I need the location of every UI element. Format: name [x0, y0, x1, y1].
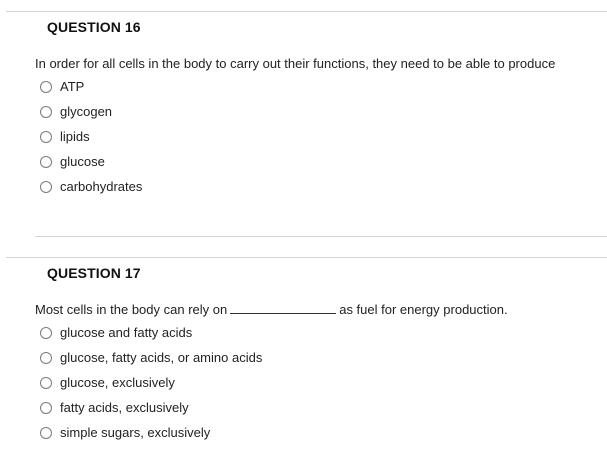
radio-button[interactable] — [40, 377, 52, 389]
option-label: lipids — [60, 129, 90, 144]
question-17-option[interactable] — [40, 395, 262, 420]
radio-button[interactable] — [40, 427, 52, 439]
question-16-title: QUESTION 16 — [47, 19, 141, 35]
question-17-option[interactable] — [40, 420, 262, 445]
question-16-top-divider — [6, 11, 607, 12]
question-17-options — [40, 320, 262, 445]
question-17-title: QUESTION 17 — [47, 265, 141, 281]
question-17-text-after: as fuel for energy production. — [339, 302, 508, 317]
option-label: glucose, exclusively — [60, 375, 175, 390]
option-label: glycogen — [60, 104, 113, 119]
radio-button[interactable] — [40, 402, 52, 414]
question-16-option[interactable] — [40, 74, 142, 99]
question-16-bottom-separator — [35, 236, 607, 237]
option-label: simple sugars, exclusively — [60, 425, 211, 440]
question-16-options — [40, 74, 142, 199]
radio-button[interactable] — [40, 181, 52, 193]
question-17-option[interactable] — [40, 320, 262, 345]
radio-button[interactable] — [40, 327, 52, 339]
question-17-top-divider — [6, 257, 607, 258]
option-label: glucose, fatty acids, or amino acids — [60, 350, 263, 365]
option-label: ATP — [60, 79, 85, 94]
radio-button[interactable] — [40, 131, 52, 143]
question-17-text-before: Most cells in the body can rely on — [35, 302, 228, 317]
question-16-option[interactable] — [40, 124, 142, 149]
question-16-text: In order for all cells in the body to carry out their functions, they need to be able to produce — [35, 56, 556, 71]
question-16-option[interactable] — [40, 174, 142, 199]
radio-button[interactable] — [40, 156, 52, 168]
option-label: glucose and fatty acids — [60, 325, 193, 340]
question-17-text — [35, 302, 508, 317]
question-16-option[interactable] — [40, 149, 142, 174]
radio-button[interactable] — [40, 81, 52, 93]
option-label: carbohydrates — [60, 179, 143, 194]
fill-in-blank — [230, 302, 336, 314]
radio-button[interactable] — [40, 106, 52, 118]
question-16-option[interactable] — [40, 99, 142, 124]
radio-button[interactable] — [40, 352, 52, 364]
option-label: glucose — [60, 154, 105, 169]
question-17-option[interactable] — [40, 345, 262, 370]
option-label: fatty acids, exclusively — [60, 400, 189, 415]
question-17-option[interactable] — [40, 370, 262, 395]
